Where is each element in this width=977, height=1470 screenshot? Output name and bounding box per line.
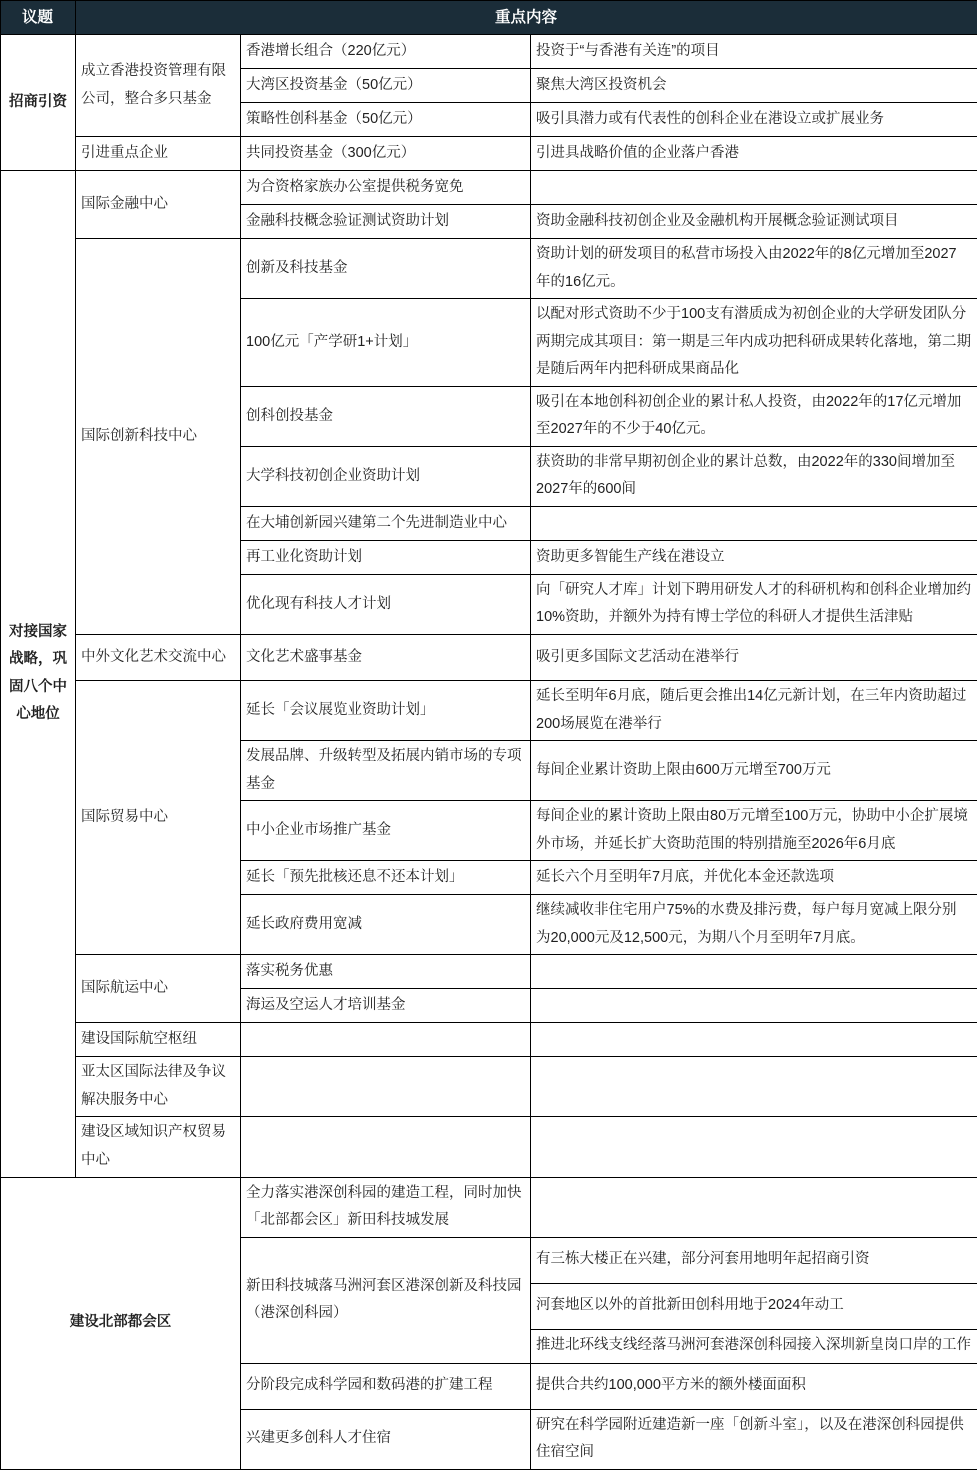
- header-row: [1, 1, 977, 35]
- item-cell: 再工业化资助计划: [241, 540, 531, 574]
- table-row: [1, 1117, 977, 1177]
- desc-cell: 每间企业累计资助上限由600万元增至700万元: [531, 741, 977, 801]
- table-row: [1, 635, 977, 681]
- desc-cell: 研究在科学园附近建造新一座「创新斗室」，以及在港深创科园提供住宿空间: [531, 1409, 977, 1469]
- item-cell: 创新及科技基金: [241, 239, 531, 299]
- empty-cell: [531, 955, 977, 989]
- table-row: [1, 681, 977, 741]
- item-cell: 为合资格家族办公室提供税务宽免: [241, 171, 531, 205]
- item-cell: 延长政府费用宽减: [241, 895, 531, 955]
- item-cell: 大湾区投资基金（50亿元）: [241, 69, 531, 103]
- subtopic-cell-financial-centre: 国际金融中心: [76, 171, 241, 239]
- subtopic-cell-legal-services-centre: 亚太区国际法律及争议解决服务中心: [76, 1057, 241, 1117]
- desc-cell: 资助更多智能生产线在港设立: [531, 540, 977, 574]
- item-cell: 落实税务优惠: [241, 955, 531, 989]
- desc-cell: 资助计划的研发项目的私营市场投入由2022年的8亿元增加至2027年的16亿元。: [531, 239, 977, 299]
- item-cell: 延长「预先批核还息不还本计划」: [241, 861, 531, 895]
- desc-cell: 投资于“与香港有关连”的项目: [531, 35, 977, 69]
- desc-cell: 延长六个月至明年7月底，并优化本金还款选项: [531, 861, 977, 895]
- empty-cell: [531, 1023, 977, 1057]
- topic-cell-northern-metropolis: 建设北部都会区: [1, 1177, 241, 1469]
- desc-cell: 获资助的非常早期初创企业的累计总数，由2022年的330间增加至2027年的600间: [531, 446, 977, 506]
- item-cell: 大学科技初创企业资助计划: [241, 446, 531, 506]
- item-cell: 共同投资基金（300亿元）: [241, 137, 531, 171]
- item-cell: 创科创投基金: [241, 386, 531, 446]
- empty-cell: [531, 1177, 977, 1237]
- item-cell: 延长「会议展览业资助计划」: [241, 681, 531, 741]
- desc-cell: 聚焦大湾区投资机会: [531, 69, 977, 103]
- subtopic-cell-shipping-centre: 国际航运中心: [76, 955, 241, 1023]
- desc-cell: 吸引更多国际文艺活动在港举行: [531, 635, 977, 681]
- subtopic-cell-aviation-hub: 建设国际航空枢纽: [76, 1023, 241, 1057]
- desc-cell: 河套地区以外的首批新田创科用地于2024年动工: [531, 1283, 977, 1329]
- table-row: [1, 1177, 977, 1237]
- item-cell-san-tin-technopole: 新田科技城落马洲河套区港深创新及科技园（港深创科园）: [241, 1237, 531, 1363]
- desc-cell: 吸引具潜力或有代表性的创科企业在港设立或扩展业务: [531, 103, 977, 137]
- empty-cell: [531, 1057, 977, 1117]
- table-row: [1, 1057, 977, 1117]
- item-cell: 金融科技概念验证测试资助计划: [241, 205, 531, 239]
- subtopic-cell-trade-centre: 国际贸易中心: [76, 681, 241, 955]
- item-cell: 香港增长组合（220亿元）: [241, 35, 531, 69]
- subtopic-cell: 成立香港投资管理有限公司，整合多只基金: [76, 35, 241, 137]
- topic-cell-national-strategy: 对接国家战略，巩固八个中心地位: [1, 171, 76, 1178]
- topic-cell-investment-attraction: 招商引资: [1, 35, 76, 171]
- table-row: [1, 955, 977, 989]
- item-cell: 海运及空运人才培训基金: [241, 989, 531, 1023]
- subtopic-cell: 引进重点企业: [76, 137, 241, 171]
- empty-cell: [531, 171, 977, 205]
- item-cell: 优化现有科技人才计划: [241, 574, 531, 634]
- desc-cell: 向「研究人才库」计划下聘用研发人才的科研机构和创科企业增加约10%资助，并额外为持有博士学位的科研人才提供生活津贴: [531, 574, 977, 634]
- desc-cell: 以配对形式资助不少于100支有潜质成为初创企业的大学研发团队分两期完成其项目：第一期是三年内成功把科研成果转化落地，第二期是随后两年内把科研成果商品化: [531, 299, 977, 387]
- desc-cell: 继续减收非住宅用户75%的水费及排污费，每户每月宽减上限分别为20,000元及12,500元，为期八个月至明年7月底。: [531, 895, 977, 955]
- item-cell: 100亿元「产学研1+计划」: [241, 299, 531, 387]
- table-row: [1, 171, 977, 205]
- item-cell: 策略性创科基金（50亿元）: [241, 103, 531, 137]
- empty-cell: [241, 1057, 531, 1117]
- table-row: [1, 137, 977, 171]
- table-row: [1, 239, 977, 299]
- desc-cell: 吸引在本地创科初创企业的累计私人投资，由2022年的17亿元增加至2027年的不少于40亿元。: [531, 386, 977, 446]
- desc-cell: 延长至明年6月底，随后更会推出14亿元新计划，在三年内资助超过200场展览在港举行: [531, 681, 977, 741]
- desc-cell: 有三栋大楼正在兴建，部分河套用地明年起招商引资: [531, 1237, 977, 1283]
- item-cell: 中小企业市场推广基金: [241, 801, 531, 861]
- empty-cell: [531, 506, 977, 540]
- table-row: [1, 1023, 977, 1057]
- item-cell: 文化艺术盛事基金: [241, 635, 531, 681]
- empty-cell: [531, 1117, 977, 1177]
- desc-cell: 引进具战略价值的企业落户香港: [531, 137, 977, 171]
- subtopic-cell-ip-trading-centre: 建设区域知识产权贸易中心: [76, 1117, 241, 1177]
- empty-cell: [241, 1117, 531, 1177]
- desc-cell: 提供合共约100,000平方米的额外楼面面积: [531, 1363, 977, 1409]
- subtopic-cell-innovation-tech-centre: 国际创新科技中心: [76, 239, 241, 635]
- item-cell: 全力落实港深创科园的建造工程，同时加快「北部都会区」新田科技城发展: [241, 1177, 531, 1237]
- item-cell: 兴建更多创科人才住宿: [241, 1409, 531, 1469]
- column-header-topic: 议题: [1, 1, 76, 35]
- desc-cell: 资助金融科技初创企业及金融机构开展概念验证测试项目: [531, 205, 977, 239]
- desc-cell: 推进北环线支线经落马洲河套港深创科园接入深圳新皇岗口岸的工作: [531, 1329, 977, 1363]
- column-header-content: 重点内容: [76, 1, 977, 35]
- item-cell: 分阶段完成科学园和数码港的扩建工程: [241, 1363, 531, 1409]
- desc-cell: 每间企业的累计资助上限由80万元增至100万元，协助中小企扩展境外市场，并延长扩大资助范围的特别措施至2026年6月底: [531, 801, 977, 861]
- empty-cell: [531, 989, 977, 1023]
- subtopic-cell-culture-centre: 中外文化艺术交流中心: [76, 635, 241, 681]
- item-cell: 在大埔创新园兴建第二个先进制造业中心: [241, 506, 531, 540]
- item-cell: 发展品牌、升级转型及拓展内销市场的专项基金: [241, 741, 531, 801]
- table-row: [1, 35, 977, 69]
- empty-cell: [241, 1023, 531, 1057]
